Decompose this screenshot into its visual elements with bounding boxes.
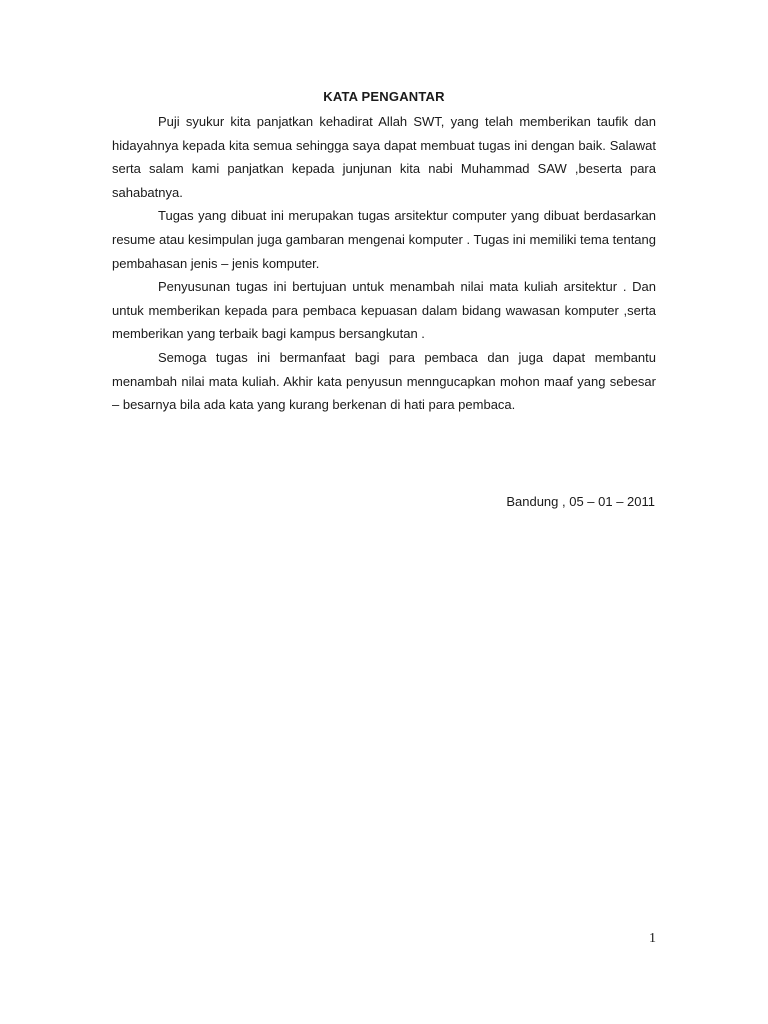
page-number: 1 (649, 931, 656, 946)
place-date: Bandung , 05 – 01 – 2011 (506, 494, 655, 509)
body-text (112, 110, 656, 417)
paragraph-1: Puji syukur kita panjatkan kehadirat Allah SWT, yang telah memberikan taufik dan hidayahnya kepada kita semua sehingga saya dapat membuat tugas ini dengan baik. Salawat serta salam kami panjatkan kepada junjunan kita nabi Muhammad SAW ,beserta para sahabatnya. (112, 114, 656, 200)
page-title: KATA PENGANTAR (323, 89, 445, 104)
paragraph-3: Penyusunan tugas ini bertujuan untuk menambah nilai mata kuliah arsitektur . Dan untuk memberikan kepada para pembaca kepuasan dalam bidang wawasan komputer ,serta memberikan yang terbaik bagi kampus bersangkutan . (112, 279, 656, 342)
paragraph-2: Tugas yang dibuat ini merupakan tugas arsitektur computer yang dibuat berdasarkan resume atau kesimpulan juga gambaran mengenai komputer . Tugas ini memiliki tema tentang pembahasan jenis – jenis komputer. (112, 208, 656, 271)
paragraph-4: Semoga tugas ini bermanfaat bagi para pembaca dan juga dapat membantu menambah nilai mata kuliah. Akhir kata penyusun menngucapkan mohon maaf yang sebesar – besarnya bila ada kata yang kurang berkenan di hati para pembaca. (112, 349, 656, 413)
